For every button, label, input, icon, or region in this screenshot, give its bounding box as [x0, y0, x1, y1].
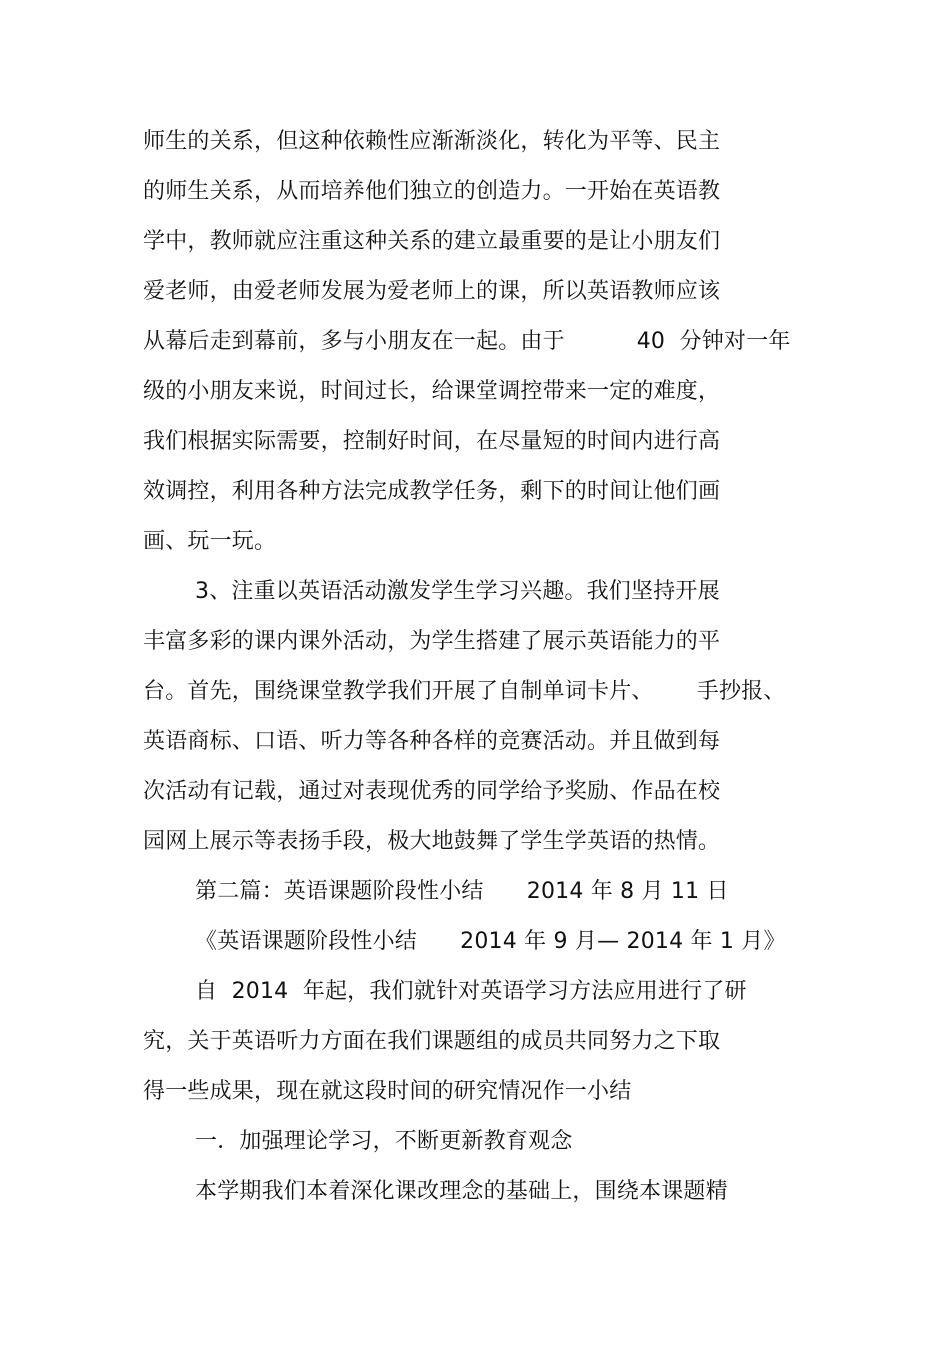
text-line-14: 次活动有记载，通过对表现优秀的同学给予奖励、作品在校 — [143, 779, 721, 804]
text-line-8: 效调控，利用各种方法完成教学任务，剩下的时间让他们画 — [143, 479, 721, 504]
text-line-15: 园网上展示等表扬手段，极大地鼓舞了学生学英语的热情。 — [143, 829, 721, 854]
text-line-3: 学中，教师就应注重这种关系的建立最重要的是让小朋友们 — [143, 229, 721, 254]
text-line-4: 爱老师，由爱老师发展为爱老师上的课，所以英语教师应该 — [143, 279, 721, 304]
text-line-19: 究，关于英语听力方面在我们课题组的成员共同努力之下取 — [143, 1029, 721, 1054]
text-line-5: 从幕后走到幕前，多与小朋友在一起。由于 40 分钟对一年 — [143, 329, 791, 354]
text-line-1: 师生的关系，但这种依赖性应渐渐淡化，转化为平等、民主 — [143, 129, 721, 154]
text-line-21: 一．加强理论学习，不断更新教育观念 — [195, 1129, 573, 1154]
text-line-20: 得一些成果，现在就这段时间的研究情况作一小结 — [143, 1079, 632, 1104]
text-line-17: 《英语课题阶段性小结 2014 年 9 月— 2014 年 1 月》 — [195, 929, 786, 954]
text-line-22: 本学期我们本着深化课改理念的基础上，围绕本课题精 — [195, 1179, 728, 1204]
text-line-16: 第二篇：英语课题阶段性小结 2014 年 8 月 11 日 — [195, 879, 729, 904]
text-line-9: 画、玩一玩。 — [143, 529, 277, 554]
text-line-18: 自 2014 年起，我们就针对英语学习方法应用进行了研 — [195, 979, 747, 1004]
text-line-6: 级的小朋友来说，时间过长，给课堂调控带来一定的难度， — [143, 379, 721, 404]
text-line-2: 的师生关系，从而培养他们独立的创造力。一开始在英语教 — [143, 179, 721, 204]
text-line-12: 台。首先，围绕课堂教学我们开展了自制单词卡片、 手抄报、 — [143, 679, 786, 704]
text-line-10: 3、注重以英语活动激发学生学习兴趣。我们坚持开展 — [195, 579, 720, 604]
text-line-13: 英语商标、口语、听力等各种各样的竞赛活动。并且做到每 — [143, 729, 721, 754]
text-line-7: 我们根据实际需要，控制好时间，在尽量短的时间内进行高 — [143, 429, 721, 454]
text-line-11: 丰富多彩的课内课外活动，为学生搭建了展示英语能力的平 — [143, 629, 721, 654]
